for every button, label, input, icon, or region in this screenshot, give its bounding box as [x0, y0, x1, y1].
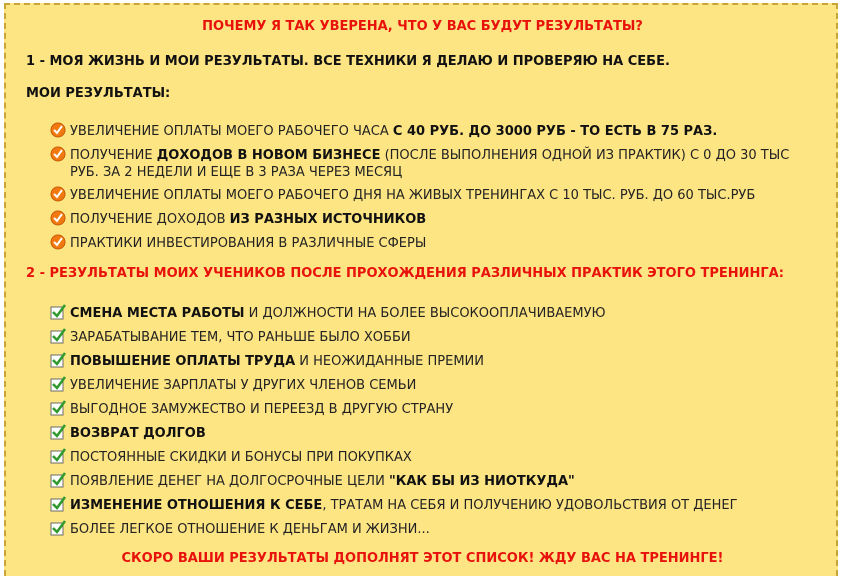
list-item: СМЕНА МЕСТА РАБОТЫ И ДОЛЖНОСТИ НА БОЛЕЕ ВЫСОКООПЛАЧИВАЕМУЮ	[70, 306, 606, 321]
green-checkbox-icon	[50, 520, 66, 536]
green-checkbox-icon	[50, 472, 66, 488]
orange-check-bullet-icon	[50, 186, 66, 202]
list-item: ВОЗВРАТ ДОЛГОВ	[70, 426, 206, 441]
green-checkbox-icon	[50, 352, 66, 368]
orange-check-bullet-icon	[50, 210, 66, 226]
list-item: ПОЛУЧЕНИЕ ДОХОДОВ ИЗ РАЗНЫХ ИСТОЧНИКОВ	[70, 212, 427, 227]
list-item: ПОЛУЧЕНИЕ ДОХОДОВ В НОВОМ БИЗНЕСЕ (ПОСЛЕ ВЫПОЛНЕНИЯ ОДНОЙ ИЗ ПРАКТИК) С 0 ДО 30 ТЫС РУБ. ЗА 2 НЕДЕЛИ И ЕЩЕ В 3 РАЗА ЧЕРЕЗ МЕСЯЦ	[70, 148, 790, 180]
list-item: ИЗМЕНЕНИЕ ОТНОШЕНИЯ К СЕБЕ, ТРАТАМ НА СЕБЯ И ПОЛУЧЕНИЮ УДОВОЛЬСТВИЯ ОТ ДЕНЕГ	[70, 498, 738, 513]
green-checkbox-icon	[50, 424, 66, 440]
green-checkbox-icon	[50, 448, 66, 464]
section1-title: 1 - МОЯ ЖИЗНЬ И МОИ РЕЗУЛЬТАТЫ. ВСЕ ТЕХНИКИ Я ДЕЛАЮ И ПРОВЕРЯЮ НА СЕБЕ.	[26, 54, 670, 69]
list-item: БОЛЕЕ ЛЕГКОЕ ОТНОШЕНИЕ К ДЕНЬГАМ И ЖИЗНИ...	[70, 522, 430, 537]
list-item: ПРАКТИКИ ИНВЕСТИРОВАНИЯ В РАЗЛИЧНЫЕ СФЕРЫ	[70, 236, 427, 251]
orange-check-bullet-icon	[50, 146, 66, 162]
list-item: ПОЯВЛЕНИЕ ДЕНЕГ НА ДОЛГОСРОЧНЫЕ ЦЕЛИ "КАК БЫ ИЗ НИОТКУДА"	[70, 474, 575, 489]
closing-statement: СКОРО ВАШИ РЕЗУЛЬТАТЫ ДОПОЛНЯТ ЭТОТ СПИСОК! ЖДУ ВАС НА ТРЕНИНГЕ!	[121, 551, 724, 566]
section2-title: 2 - РЕЗУЛЬТАТЫ МОИХ УЧЕНИКОВ ПОСЛЕ ПРОХОЖДЕНИЯ РАЗЛИЧНЫХ ПРАКТИК ЭТОГО ТРЕНИНГА:	[26, 266, 784, 281]
orange-check-bullet-icon	[50, 122, 66, 138]
list-item: ВЫГОДНОЕ ЗАМУЖЕСТВО И ПЕРЕЕЗД В ДРУГУЮ СТРАНУ	[70, 402, 454, 417]
green-checkbox-icon	[50, 328, 66, 344]
green-checkbox-icon	[50, 496, 66, 512]
list-item: ПОСТОЯННЫЕ СКИДКИ И БОНУСЫ ПРИ ПОКУПКАХ	[70, 450, 412, 465]
main-heading: ПОЧЕМУ Я ТАК УВЕРЕНА, ЧТО У ВАС БУДУТ РЕЗУЛЬТАТЫ?	[202, 19, 643, 34]
list-item: УВЕЛИЧЕНИЕ ЗАРПЛАТЫ У ДРУГИХ ЧЛЕНОВ СЕМЬИ	[70, 378, 417, 393]
section1-subtitle: МОИ РЕЗУЛЬТАТЫ:	[26, 86, 171, 101]
green-checkbox-icon	[50, 376, 66, 392]
orange-check-bullet-icon	[50, 234, 66, 250]
list-item: ЗАРАБАТЫВАНИЕ ТЕМ, ЧТО РАНЬШЕ БЫЛО ХОББИ	[70, 330, 411, 345]
list-item: УВЕЛИЧЕНИЕ ОПЛАТЫ МОЕГО РАБОЧЕГО ДНЯ НА ЖИВЫХ ТРЕНИНГАХ С 10 ТЫС. РУБ. ДО 60 ТЫС.РУБ	[70, 188, 756, 203]
green-checkbox-icon	[50, 400, 66, 416]
green-checkbox-icon	[50, 304, 66, 320]
list-item: ПОВЫШЕНИЕ ОПЛАТЫ ТРУДА И НЕОЖИДАННЫЕ ПРЕМИИ	[70, 354, 484, 369]
list-item: УВЕЛИЧЕНИЕ ОПЛАТЫ МОЕГО РАБОЧЕГО ЧАСА С 40 РУБ. ДО 3000 РУБ - ТО ЕСТЬ В 75 РАЗ.	[70, 124, 718, 139]
